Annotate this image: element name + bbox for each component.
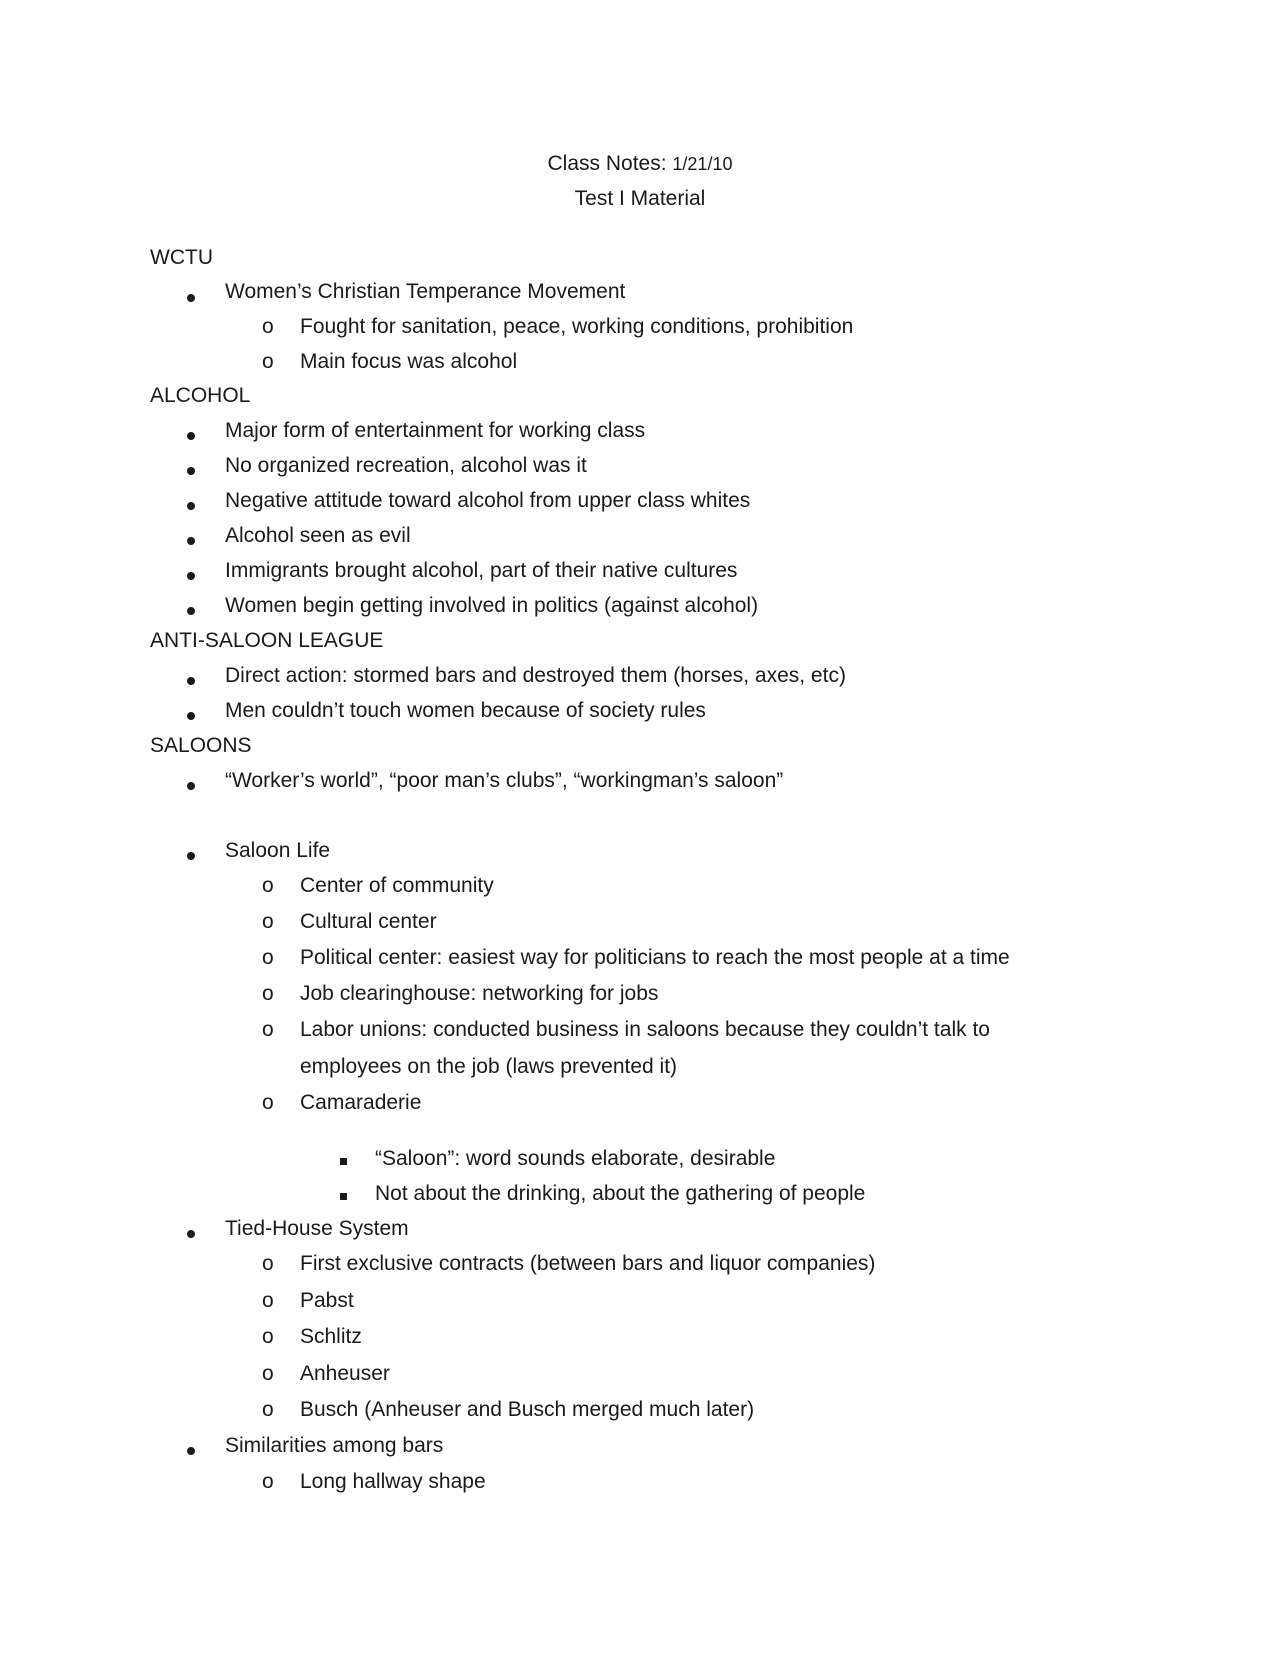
list-item: Tied-House System bbox=[225, 1217, 409, 1240]
list-item: Similarities among bars bbox=[225, 1434, 444, 1457]
bullet-circle: o bbox=[262, 910, 274, 933]
bullet-circle: o bbox=[262, 1091, 274, 1114]
title-prefix: Class Notes: bbox=[547, 152, 667, 175]
list-item: First exclusive contracts (between bars and liquor companies) bbox=[300, 1252, 876, 1275]
bullet-disc bbox=[187, 294, 195, 302]
bullet-disc bbox=[187, 712, 195, 720]
heading-saloons: SALOONS bbox=[150, 734, 252, 757]
title-date: 1/21/10 bbox=[672, 154, 733, 174]
list-item: Fought for sanitation, peace, working conditions, prohibition bbox=[300, 315, 854, 338]
list-item: Camaraderie bbox=[300, 1091, 422, 1114]
bullet-disc bbox=[187, 782, 195, 790]
page-title bbox=[0, 152, 1280, 176]
list-item: Direct action: stormed bars and destroyed them (horses, axes, etc) bbox=[225, 664, 846, 687]
list-item: “Saloon”: word sounds elaborate, desirable bbox=[375, 1147, 776, 1170]
list-item: Long hallway shape bbox=[300, 1470, 486, 1493]
heading-alcohol: ALCOHOL bbox=[150, 384, 251, 407]
list-item-continuation: employees on the job (laws prevented it) bbox=[300, 1055, 678, 1078]
bullet-disc bbox=[187, 502, 195, 510]
page-subtitle: Test I Material bbox=[574, 187, 706, 210]
bullet-circle: o bbox=[262, 350, 274, 373]
heading-wctu: WCTU bbox=[150, 246, 213, 269]
list-item: Not about the drinking, about the gathering of people bbox=[375, 1182, 866, 1205]
bullet-circle: o bbox=[262, 1252, 274, 1275]
bullet-circle: o bbox=[262, 1470, 274, 1493]
list-item: Immigrants brought alcohol, part of their native cultures bbox=[225, 559, 738, 582]
list-item: Schlitz bbox=[300, 1325, 362, 1348]
bullet-circle: o bbox=[262, 315, 274, 338]
list-item: Saloon Life bbox=[225, 839, 331, 862]
bullet-circle: o bbox=[262, 982, 274, 1005]
bullet-circle: o bbox=[262, 1018, 274, 1041]
bullet-disc bbox=[187, 432, 195, 440]
list-item: Negative attitude toward alcohol from upper class whites bbox=[225, 489, 751, 512]
list-item: Busch (Anheuser and Busch merged much later) bbox=[300, 1398, 755, 1421]
bullet-disc bbox=[187, 852, 195, 860]
list-item: Main focus was alcohol bbox=[300, 350, 518, 373]
list-item: Political center: easiest way for politicians to reach the most people at a time bbox=[300, 946, 1010, 969]
bullet-circle: o bbox=[262, 874, 274, 897]
bullet-square bbox=[340, 1193, 347, 1200]
list-item: Women begin getting involved in politics (against alcohol) bbox=[225, 594, 759, 617]
bullet-circle: o bbox=[262, 1289, 274, 1312]
list-item: Major form of entertainment for working class bbox=[225, 419, 646, 442]
list-item: Job clearinghouse: networking for jobs bbox=[300, 982, 659, 1005]
list-item: No organized recreation, alcohol was it bbox=[225, 454, 587, 477]
list-item: Anheuser bbox=[300, 1362, 390, 1385]
list-item: Pabst bbox=[300, 1289, 354, 1312]
bullet-circle: o bbox=[262, 1398, 274, 1421]
list-item: Alcohol seen as evil bbox=[225, 524, 411, 547]
list-item: Labor unions: conducted business in saloons because they couldn’t talk to bbox=[300, 1018, 990, 1041]
bullet-disc bbox=[187, 1447, 195, 1455]
list-item: “Worker’s world”, “poor man’s clubs”, “workingman’s saloon” bbox=[225, 769, 784, 792]
list-item: Women’s Christian Temperance Movement bbox=[225, 280, 626, 303]
list-item: Cultural center bbox=[300, 910, 437, 933]
bullet-circle: o bbox=[262, 1362, 274, 1385]
bullet-disc bbox=[187, 677, 195, 685]
bullet-disc bbox=[187, 467, 195, 475]
list-item: Men couldn’t touch women because of society rules bbox=[225, 699, 706, 722]
list-item: Center of community bbox=[300, 874, 494, 897]
bullet-disc bbox=[187, 537, 195, 545]
bullet-disc bbox=[187, 572, 195, 580]
bullet-disc bbox=[187, 607, 195, 615]
bullet-disc bbox=[187, 1230, 195, 1238]
heading-anti-saloon-league: ANTI-SALOON LEAGUE bbox=[150, 629, 384, 652]
bullet-circle: o bbox=[262, 946, 274, 969]
bullet-square bbox=[340, 1158, 347, 1165]
bullet-circle: o bbox=[262, 1325, 274, 1348]
